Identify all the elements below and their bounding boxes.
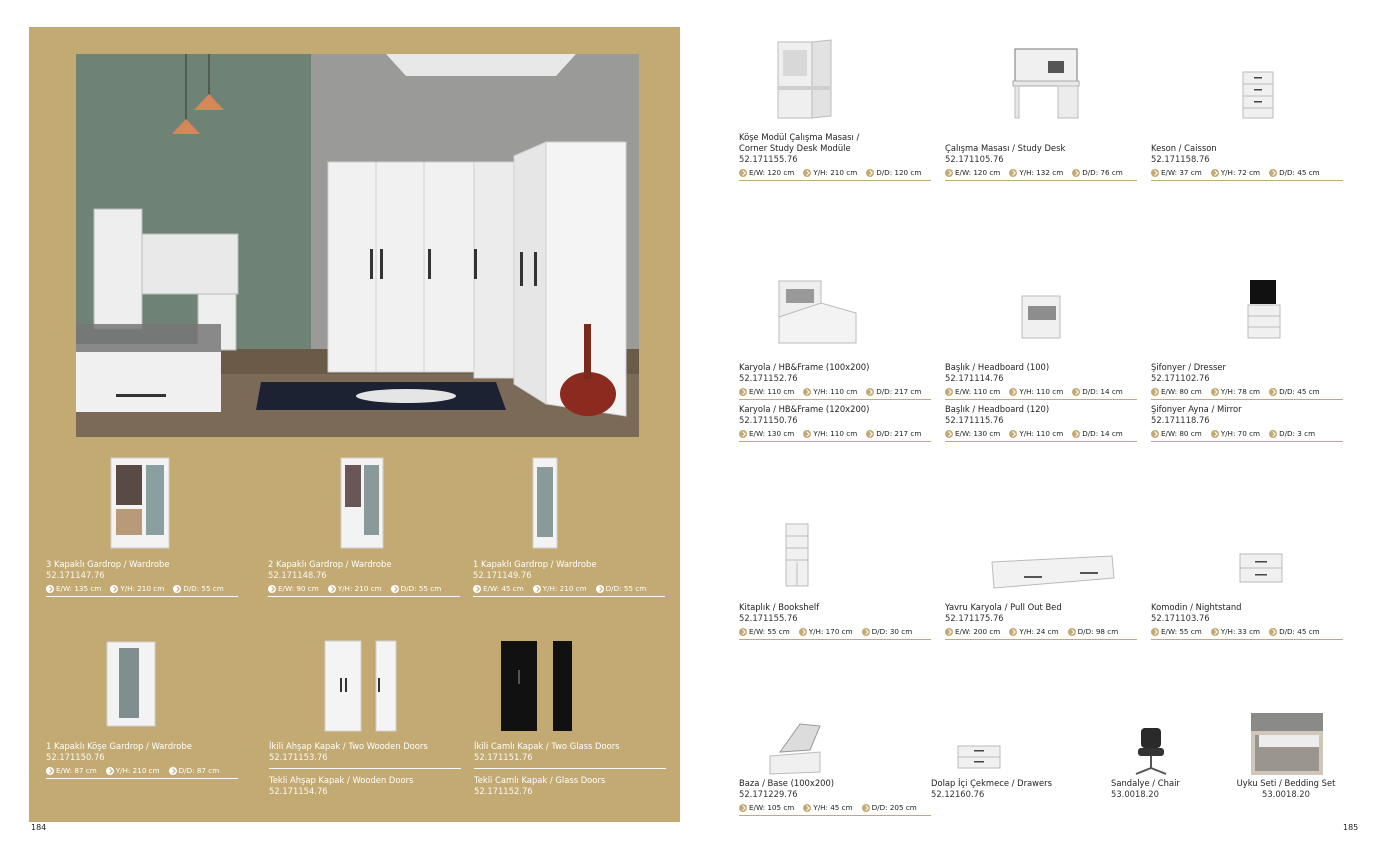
product-name: 3 Kapaklı Gardrop / Wardrobe (46, 559, 170, 569)
product-code: 52.171148.76 (268, 570, 327, 580)
width-icon (739, 169, 747, 177)
width-value: E/W: 135 cm (56, 584, 102, 593)
bed-frame-image (776, 279, 858, 351)
product-name: Uyku Seti / Bedding Set (1236, 778, 1336, 788)
dimensions-row-secondary (739, 429, 931, 442)
width-icon (1151, 169, 1159, 177)
depth-value: D/D: 217 cm (876, 429, 922, 438)
width-value: E/W: 80 cm (1161, 387, 1202, 396)
product-code: 53.0018.20 (1262, 789, 1310, 799)
width-icon (268, 585, 276, 593)
product-name: Dolap İçi Çekmece / Drawers (931, 778, 1052, 788)
depth-icon (866, 388, 874, 396)
dimensions-row-secondary (1151, 429, 1343, 442)
product-name: Kitaplık / Bookshelf (739, 602, 820, 612)
product-code: 52.171152.76 (739, 373, 798, 383)
height-icon (1009, 628, 1017, 636)
dimensions-row (739, 627, 931, 640)
width-value: E/W: 120 cm (955, 168, 1001, 177)
product-nightstand (1151, 602, 1343, 640)
height-value: Y/H: 45 cm (813, 803, 853, 812)
product-corner-study-desk (739, 132, 931, 181)
product-name: İkili Ahşap Kapak / Two Wooden Doors (269, 741, 428, 751)
width-icon (473, 585, 481, 593)
product-drawers (931, 778, 1081, 800)
product-dresser (1151, 362, 1343, 442)
height-value: Y/H: 33 cm (1220, 627, 1261, 636)
product-code: 52.171229.76 (739, 789, 798, 799)
depth-icon (1072, 169, 1080, 177)
product-name: 1 Kapaklı Gardrop / Wardrobe (473, 559, 597, 569)
width-icon (945, 430, 953, 438)
page-number-left: 184 (31, 823, 47, 832)
dimensions-row (1151, 168, 1343, 181)
dimensions-row (945, 627, 1137, 640)
depth-value: D/D: 205 cm (871, 803, 917, 812)
dimensions-row (268, 584, 460, 597)
product-code-secondary: 52.171115.76 (945, 415, 1004, 425)
width-icon (739, 430, 747, 438)
product-wooden-doors (269, 741, 461, 797)
product-bed-frame (739, 362, 931, 442)
height-icon (110, 585, 118, 593)
depth-icon (173, 585, 181, 593)
product-code: 52.171151.76 (474, 752, 533, 762)
product-name: İkili Camlı Kapak / Two Glass Doors (474, 741, 620, 751)
depth-icon (1269, 388, 1277, 396)
glass-doors-image (500, 640, 574, 736)
height-value: Y/H: 170 cm (808, 627, 853, 636)
product-headboard (945, 362, 1137, 442)
product-bedding-set (1231, 778, 1341, 800)
dimensions-row (1151, 387, 1343, 400)
pull-out-bed-image (988, 552, 1118, 596)
depth-value: D/D: 87 cm (178, 766, 220, 775)
dimensions-row (46, 766, 238, 779)
product-study-desk (945, 143, 1137, 181)
width-value: E/W: 130 cm (749, 429, 795, 438)
wardrobe-3-door-image (110, 457, 170, 553)
product-name-secondary: Tekli Ahşap Kapak / Wooden Doors (269, 775, 414, 785)
width-icon (945, 628, 953, 636)
room-scene-image (76, 54, 639, 437)
width-icon (739, 628, 747, 636)
product-code: 52.171147.76 (46, 570, 105, 580)
height-icon (803, 388, 811, 396)
depth-value: D/D: 45 cm (1279, 168, 1320, 177)
width-value: E/W: 90 cm (278, 584, 319, 593)
height-value: Y/H: 210 cm (120, 584, 165, 593)
width-value: E/W: 130 cm (955, 429, 1001, 438)
product-chair (1111, 778, 1221, 800)
product-code: 52.171105.76 (945, 154, 1004, 164)
width-value: E/W: 200 cm (955, 627, 1001, 636)
product-code: 52.171155.76 (739, 613, 798, 623)
product-code: 52.171175.76 (945, 613, 1004, 623)
product-code: 52.171158.76 (1151, 154, 1210, 164)
height-icon (1211, 628, 1219, 636)
dimensions-row (46, 584, 238, 597)
product-name: 1 Kapaklı Köşe Gardrop / Wardrobe (46, 741, 192, 751)
depth-value: D/D: 30 cm (871, 627, 913, 636)
depth-icon (1269, 628, 1277, 636)
study-desk-image (1012, 47, 1082, 127)
width-value: E/W: 45 cm (483, 584, 524, 593)
depth-value: D/D: 14 cm (1082, 429, 1123, 438)
height-value: Y/H: 72 cm (1220, 168, 1261, 177)
divider (474, 768, 666, 769)
width-value: E/W: 110 cm (955, 387, 1001, 396)
wardrobe-1-door-image (532, 457, 558, 553)
product-name: Baza / Base (100x200) (739, 778, 835, 788)
product-code: 52.171155.76 (739, 154, 798, 164)
height-icon (803, 430, 811, 438)
left-page-panel (29, 27, 680, 822)
product-name-secondary: Şifonyer Ayna / Mirror (1151, 404, 1242, 414)
depth-value: D/D: 3 cm (1279, 429, 1316, 438)
product-code-secondary: 52.171152.76 (474, 786, 533, 796)
product-name-secondary: Başlık / Headboard (120) (945, 404, 1050, 414)
corner-wardrobe-image (105, 638, 157, 732)
depth-icon (866, 169, 874, 177)
width-value: E/W: 80 cm (1161, 429, 1202, 438)
bedding-set-image (1251, 713, 1323, 779)
product-name: Çalışma Masası / Study Desk (945, 143, 1066, 153)
width-icon (46, 767, 54, 775)
dimensions-row (473, 584, 665, 597)
height-value: Y/H: 110 cm (813, 387, 858, 396)
product-caisson (1151, 143, 1343, 181)
width-icon (1151, 628, 1159, 636)
height-value: Y/H: 110 cm (1019, 429, 1064, 438)
depth-value: D/D: 55 cm (400, 584, 442, 593)
bookshelf-image (784, 522, 812, 592)
height-icon (1009, 169, 1017, 177)
depth-icon (862, 628, 870, 636)
depth-value: D/D: 55 cm (605, 584, 647, 593)
height-value: Y/H: 78 cm (1220, 387, 1261, 396)
product-code: 52.171114.76 (945, 373, 1004, 383)
product-name: Komodin / Nightstand (1151, 602, 1242, 612)
chair-image (1132, 726, 1170, 782)
dimensions-row (739, 168, 931, 181)
wooden-doors-image (324, 640, 398, 736)
product-name: Şifonyer / Dresser (1151, 362, 1226, 372)
product-name: Karyola / HB&Frame (100x200) (739, 362, 870, 372)
dresser-with-mirror-image (1246, 278, 1284, 346)
depth-icon (391, 585, 399, 593)
height-value: Y/H: 132 cm (1019, 168, 1064, 177)
depth-value: D/D: 55 cm (183, 584, 224, 593)
product-name: Keson / Caisson (1151, 143, 1217, 153)
height-value: Y/H: 70 cm (1220, 429, 1261, 438)
corner-study-desk-image (775, 38, 835, 126)
depth-value: D/D: 14 cm (1082, 387, 1123, 396)
page-number-right: 185 (1343, 823, 1359, 832)
drawers-image (956, 744, 1002, 774)
product-code: 52.12160.76 (931, 789, 985, 799)
height-icon (799, 628, 807, 636)
product-name-secondary: Tekli Camlı Kapak / Glass Doors (474, 775, 606, 785)
height-icon (533, 585, 541, 593)
dimensions-row (945, 387, 1137, 400)
product-name: Başlık / Headboard (100) (945, 362, 1050, 372)
depth-value: D/D: 217 cm (876, 387, 922, 396)
depth-icon (596, 585, 604, 593)
product-code-secondary: 52.171150.76 (739, 415, 798, 425)
width-icon (739, 804, 747, 812)
product-3-door-wardrobe (46, 559, 238, 597)
width-icon (945, 388, 953, 396)
height-value: Y/H: 210 cm (542, 584, 587, 593)
depth-value: D/D: 76 cm (1082, 168, 1123, 177)
height-icon (1009, 388, 1017, 396)
depth-icon (169, 767, 177, 775)
depth-icon (1072, 388, 1080, 396)
height-icon (803, 804, 811, 812)
headboard-image (1020, 294, 1064, 346)
product-storage-base (739, 778, 931, 816)
height-value: Y/H: 210 cm (813, 168, 858, 177)
depth-icon (1068, 628, 1076, 636)
width-value: E/W: 110 cm (749, 387, 795, 396)
height-value: Y/H: 110 cm (813, 429, 858, 438)
width-icon (945, 169, 953, 177)
depth-icon (1269, 430, 1277, 438)
height-value: Y/H: 110 cm (1019, 387, 1064, 396)
product-code: 52.171153.76 (269, 752, 328, 762)
product-bookshelf (739, 602, 931, 640)
height-icon (1211, 169, 1219, 177)
depth-value: D/D: 98 cm (1077, 627, 1119, 636)
dimensions-row (945, 168, 1137, 181)
product-code: 53.0018.20 (1111, 789, 1159, 799)
product-name: Yavru Karyola / Pull Out Bed (945, 602, 1062, 612)
height-icon (1211, 430, 1219, 438)
width-value: E/W: 55 cm (749, 627, 790, 636)
width-icon (1151, 388, 1159, 396)
dimensions-row (1151, 627, 1343, 640)
depth-value: D/D: 45 cm (1279, 387, 1320, 396)
divider (269, 768, 461, 769)
height-icon (1211, 388, 1219, 396)
height-icon (328, 585, 336, 593)
product-1-door-wardrobe (473, 559, 665, 597)
caisson-image (1241, 70, 1275, 126)
depth-value: D/D: 45 cm (1279, 627, 1320, 636)
height-icon (803, 169, 811, 177)
depth-icon (866, 430, 874, 438)
depth-icon (1072, 430, 1080, 438)
height-value: Y/H: 210 cm (337, 584, 382, 593)
width-value: E/W: 37 cm (1161, 168, 1202, 177)
height-icon (106, 767, 114, 775)
product-name: Sandalye / Chair (1111, 778, 1180, 788)
width-icon (46, 585, 54, 593)
width-icon (1151, 430, 1159, 438)
nightstand-image (1238, 552, 1284, 588)
product-name-secondary: Karyola / HB&Frame (120x200) (739, 404, 870, 414)
product-code-secondary: 52.171118.76 (1151, 415, 1210, 425)
height-value: Y/H: 24 cm (1019, 627, 1059, 636)
product-code: 52.171103.76 (1151, 613, 1210, 623)
width-value: E/W: 105 cm (749, 803, 795, 812)
product-corner-wardrobe (46, 741, 238, 779)
height-icon (1009, 430, 1017, 438)
wardrobe-2-door-image (340, 457, 384, 553)
width-value: E/W: 120 cm (749, 168, 795, 177)
depth-icon (1269, 169, 1277, 177)
product-pull-out-bed (945, 602, 1137, 640)
height-value: Y/H: 210 cm (115, 766, 160, 775)
depth-value: D/D: 120 cm (876, 168, 922, 177)
product-code: 52.171102.76 (1151, 373, 1210, 383)
dimensions-row-secondary (945, 429, 1137, 442)
product-glass-doors (474, 741, 666, 797)
product-code-secondary: 52.171154.76 (269, 786, 328, 796)
product-name: Köşe Modül Çalışma Masası / (739, 132, 860, 142)
depth-icon (862, 804, 870, 812)
product-code: 52.171150.76 (46, 752, 105, 762)
storage-base-image (766, 722, 824, 780)
width-value: E/W: 55 cm (1161, 627, 1202, 636)
width-value: E/W: 87 cm (56, 766, 97, 775)
width-icon (739, 388, 747, 396)
product-code: 52.171149.76 (473, 570, 532, 580)
product-name-line2: Corner Study Desk Modüle (739, 143, 851, 153)
product-name: 2 Kapaklı Gardrop / Wardrobe (268, 559, 392, 569)
product-2-door-wardrobe (268, 559, 460, 597)
dimensions-row (739, 387, 931, 400)
dimensions-row (739, 803, 931, 816)
